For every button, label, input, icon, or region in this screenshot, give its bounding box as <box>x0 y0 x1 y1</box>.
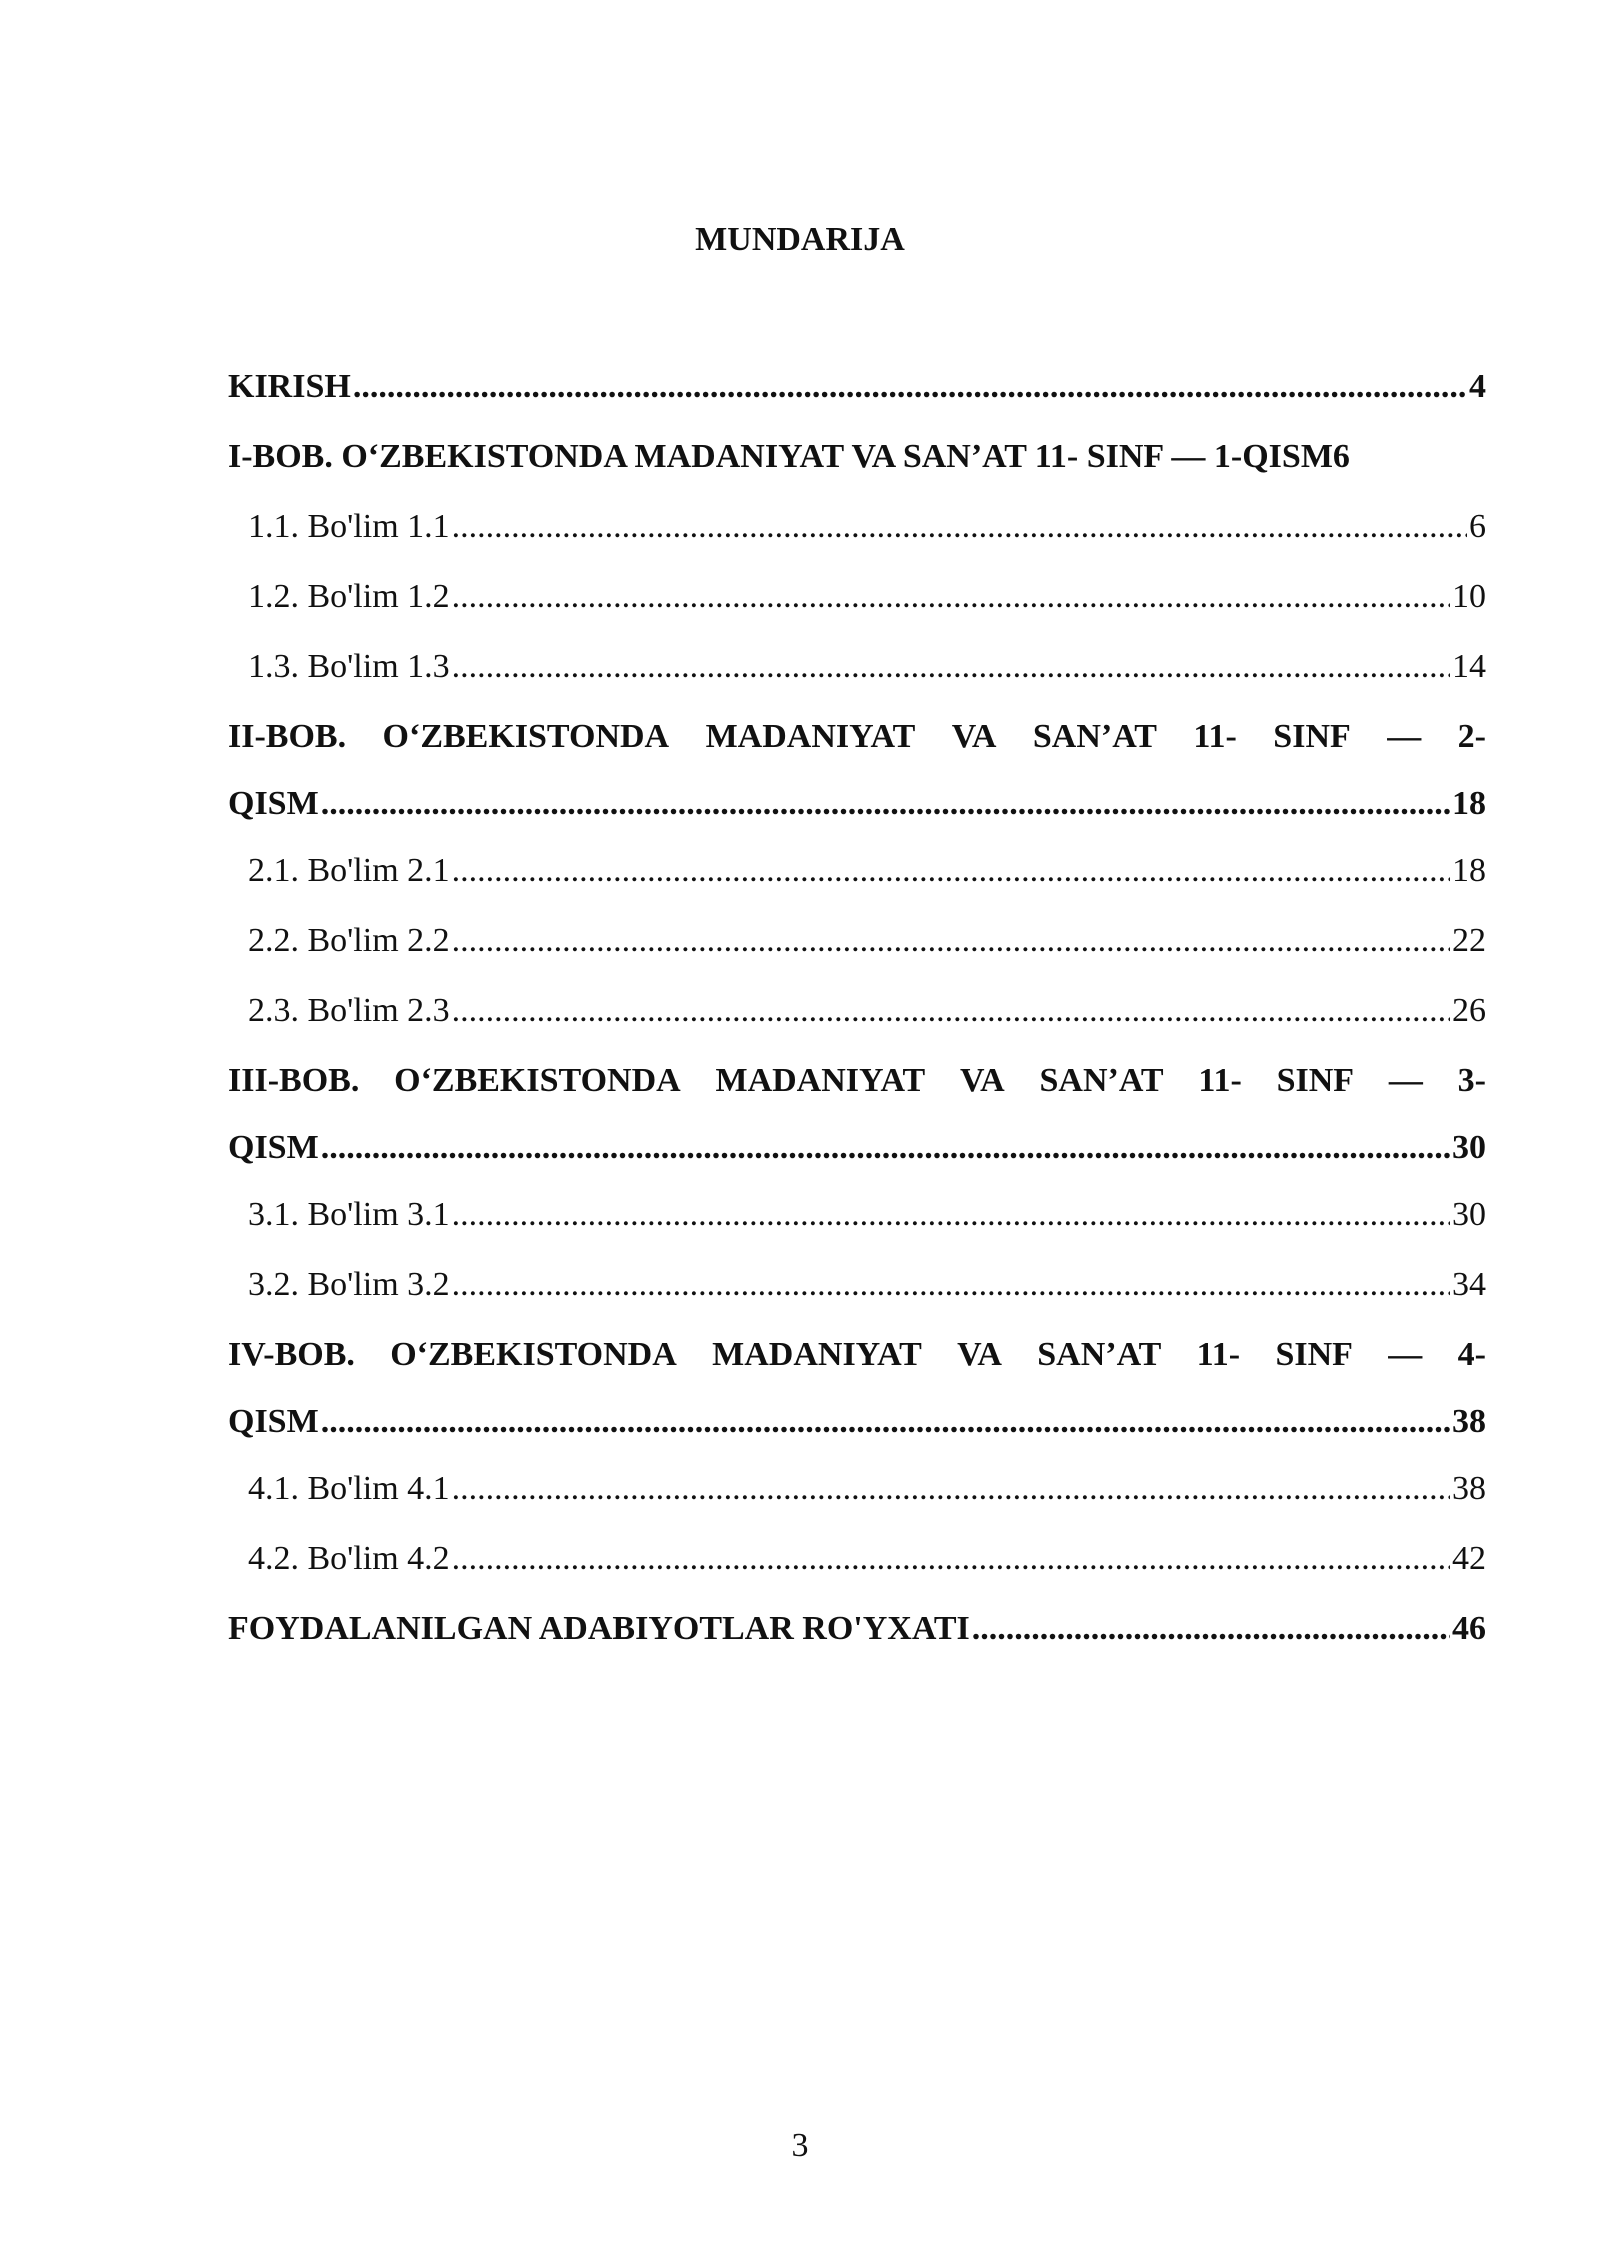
toc-entry-chapter-4[interactable] <box>228 1320 1486 1454</box>
toc-entry-label: 3.2. Bo'lim 3.2 <box>248 1266 450 1303</box>
toc-entry-label: 1.2. Bo'lim 1.2 <box>248 578 450 615</box>
toc-entry-chapter-2[interactable] <box>228 702 1486 836</box>
dot-leader <box>321 772 1450 836</box>
toc-entry-label: 3.1. Bo'lim 3.1 <box>248 1196 450 1233</box>
toc-entry-page: 38 <box>1452 1403 1486 1440</box>
toc-entry-page: 22 <box>1452 922 1486 959</box>
toc-entry-page: 18 <box>1452 785 1486 822</box>
toc-entry-page: 6 <box>1332 438 1350 475</box>
toc-entry-label-cont: QISM <box>228 1129 319 1166</box>
dot-leader <box>972 1594 1450 1664</box>
toc-entry-page: 6 <box>1469 508 1486 545</box>
toc-entry-chapter-3[interactable] <box>228 1046 1486 1180</box>
toc-entry-page: 18 <box>1452 852 1486 889</box>
toc-entry-label: II-BOB. O‘ZBEKISTONDA MADANIYAT VA SAN’AT 11- SINF — 2- <box>228 718 1486 755</box>
dot-leader <box>452 906 1450 976</box>
toc-entry-label: 4.1. Bo'lim 4.1 <box>248 1470 450 1507</box>
toc-entry-label: IV-BOB. O‘ZBEKISTONDA MADANIYAT VA SAN’AT 11- SINF — 4- <box>228 1336 1486 1373</box>
toc-entry-section-3-2[interactable] <box>228 1250 1486 1320</box>
toc-entry-section-2-1[interactable] <box>228 836 1486 906</box>
toc-entry-references[interactable] <box>228 1594 1486 1664</box>
toc-entry-label: FOYDALANILGAN ADABIYOTLAR RO'YXATI <box>228 1610 970 1647</box>
toc-entry-section-1-1[interactable] <box>228 492 1486 562</box>
toc-entry-page: 38 <box>1452 1470 1486 1507</box>
toc-entry-page: 14 <box>1452 648 1486 685</box>
dot-leader <box>452 1454 1450 1524</box>
toc-entry-page: 34 <box>1452 1266 1486 1303</box>
toc-entry-label: 2.2. Bo'lim 2.2 <box>248 922 450 959</box>
toc-entry-label-cont: QISM <box>228 1403 319 1440</box>
dot-leader <box>452 492 1467 562</box>
toc-entry-page: 42 <box>1452 1540 1486 1577</box>
toc-entry-page: 30 <box>1452 1129 1486 1166</box>
toc-entry-intro[interactable] <box>228 352 1486 422</box>
toc-entry-section-3-1[interactable] <box>228 1180 1486 1250</box>
toc-entry-label: KIRISH <box>228 368 351 405</box>
dot-leader <box>452 836 1450 906</box>
table-of-contents <box>228 352 1486 1664</box>
dot-leader <box>452 1250 1450 1320</box>
toc-entry-page: 26 <box>1452 992 1486 1029</box>
dot-leader <box>452 1524 1450 1594</box>
toc-entry-label: 2.3. Bo'lim 2.3 <box>248 992 450 1029</box>
dot-leader <box>452 562 1450 632</box>
toc-entry-page: 4 <box>1469 368 1486 405</box>
dot-leader <box>353 352 1467 422</box>
toc-entry-page: 46 <box>1452 1610 1486 1647</box>
toc-entry-label: 2.1. Bo'lim 2.1 <box>248 852 450 889</box>
toc-entry-label: I-BOB. O‘ZBEKISTONDA MADANIYAT VA SAN’AT 11- SINF — 1-QISM6 <box>228 438 1350 475</box>
dot-leader <box>452 976 1450 1046</box>
toc-entry-label-cont: QISM <box>228 785 319 822</box>
toc-entry-chapter-1[interactable] <box>228 422 1486 492</box>
dot-leader <box>452 1180 1450 1250</box>
toc-entry-label: 4.2. Bo'lim 4.2 <box>248 1540 450 1577</box>
toc-entry-section-2-3[interactable] <box>228 976 1486 1046</box>
toc-entry-section-4-1[interactable] <box>228 1454 1486 1524</box>
dot-leader <box>452 632 1450 702</box>
dot-leader <box>321 1390 1450 1454</box>
toc-entry-page: 30 <box>1452 1196 1486 1233</box>
page-number: 3 <box>791 2127 809 2164</box>
toc-entry-label: 1.3. Bo'lim 1.3 <box>248 648 450 685</box>
toc-entry-label: 1.1. Bo'lim 1.1 <box>248 508 450 545</box>
toc-entry-section-1-2[interactable] <box>228 562 1486 632</box>
dot-leader <box>321 1116 1450 1180</box>
toc-entry-section-1-3[interactable] <box>228 632 1486 702</box>
toc-entry-label: III-BOB. O‘ZBEKISTONDA MADANIYAT VA SAN’AT 11- SINF — 3- <box>228 1062 1486 1099</box>
toc-entry-section-2-2[interactable] <box>228 906 1486 976</box>
toc-entry-page: 10 <box>1452 578 1486 615</box>
toc-entry-section-4-2[interactable] <box>228 1524 1486 1594</box>
toc-heading: MUNDARIJA <box>695 221 905 258</box>
